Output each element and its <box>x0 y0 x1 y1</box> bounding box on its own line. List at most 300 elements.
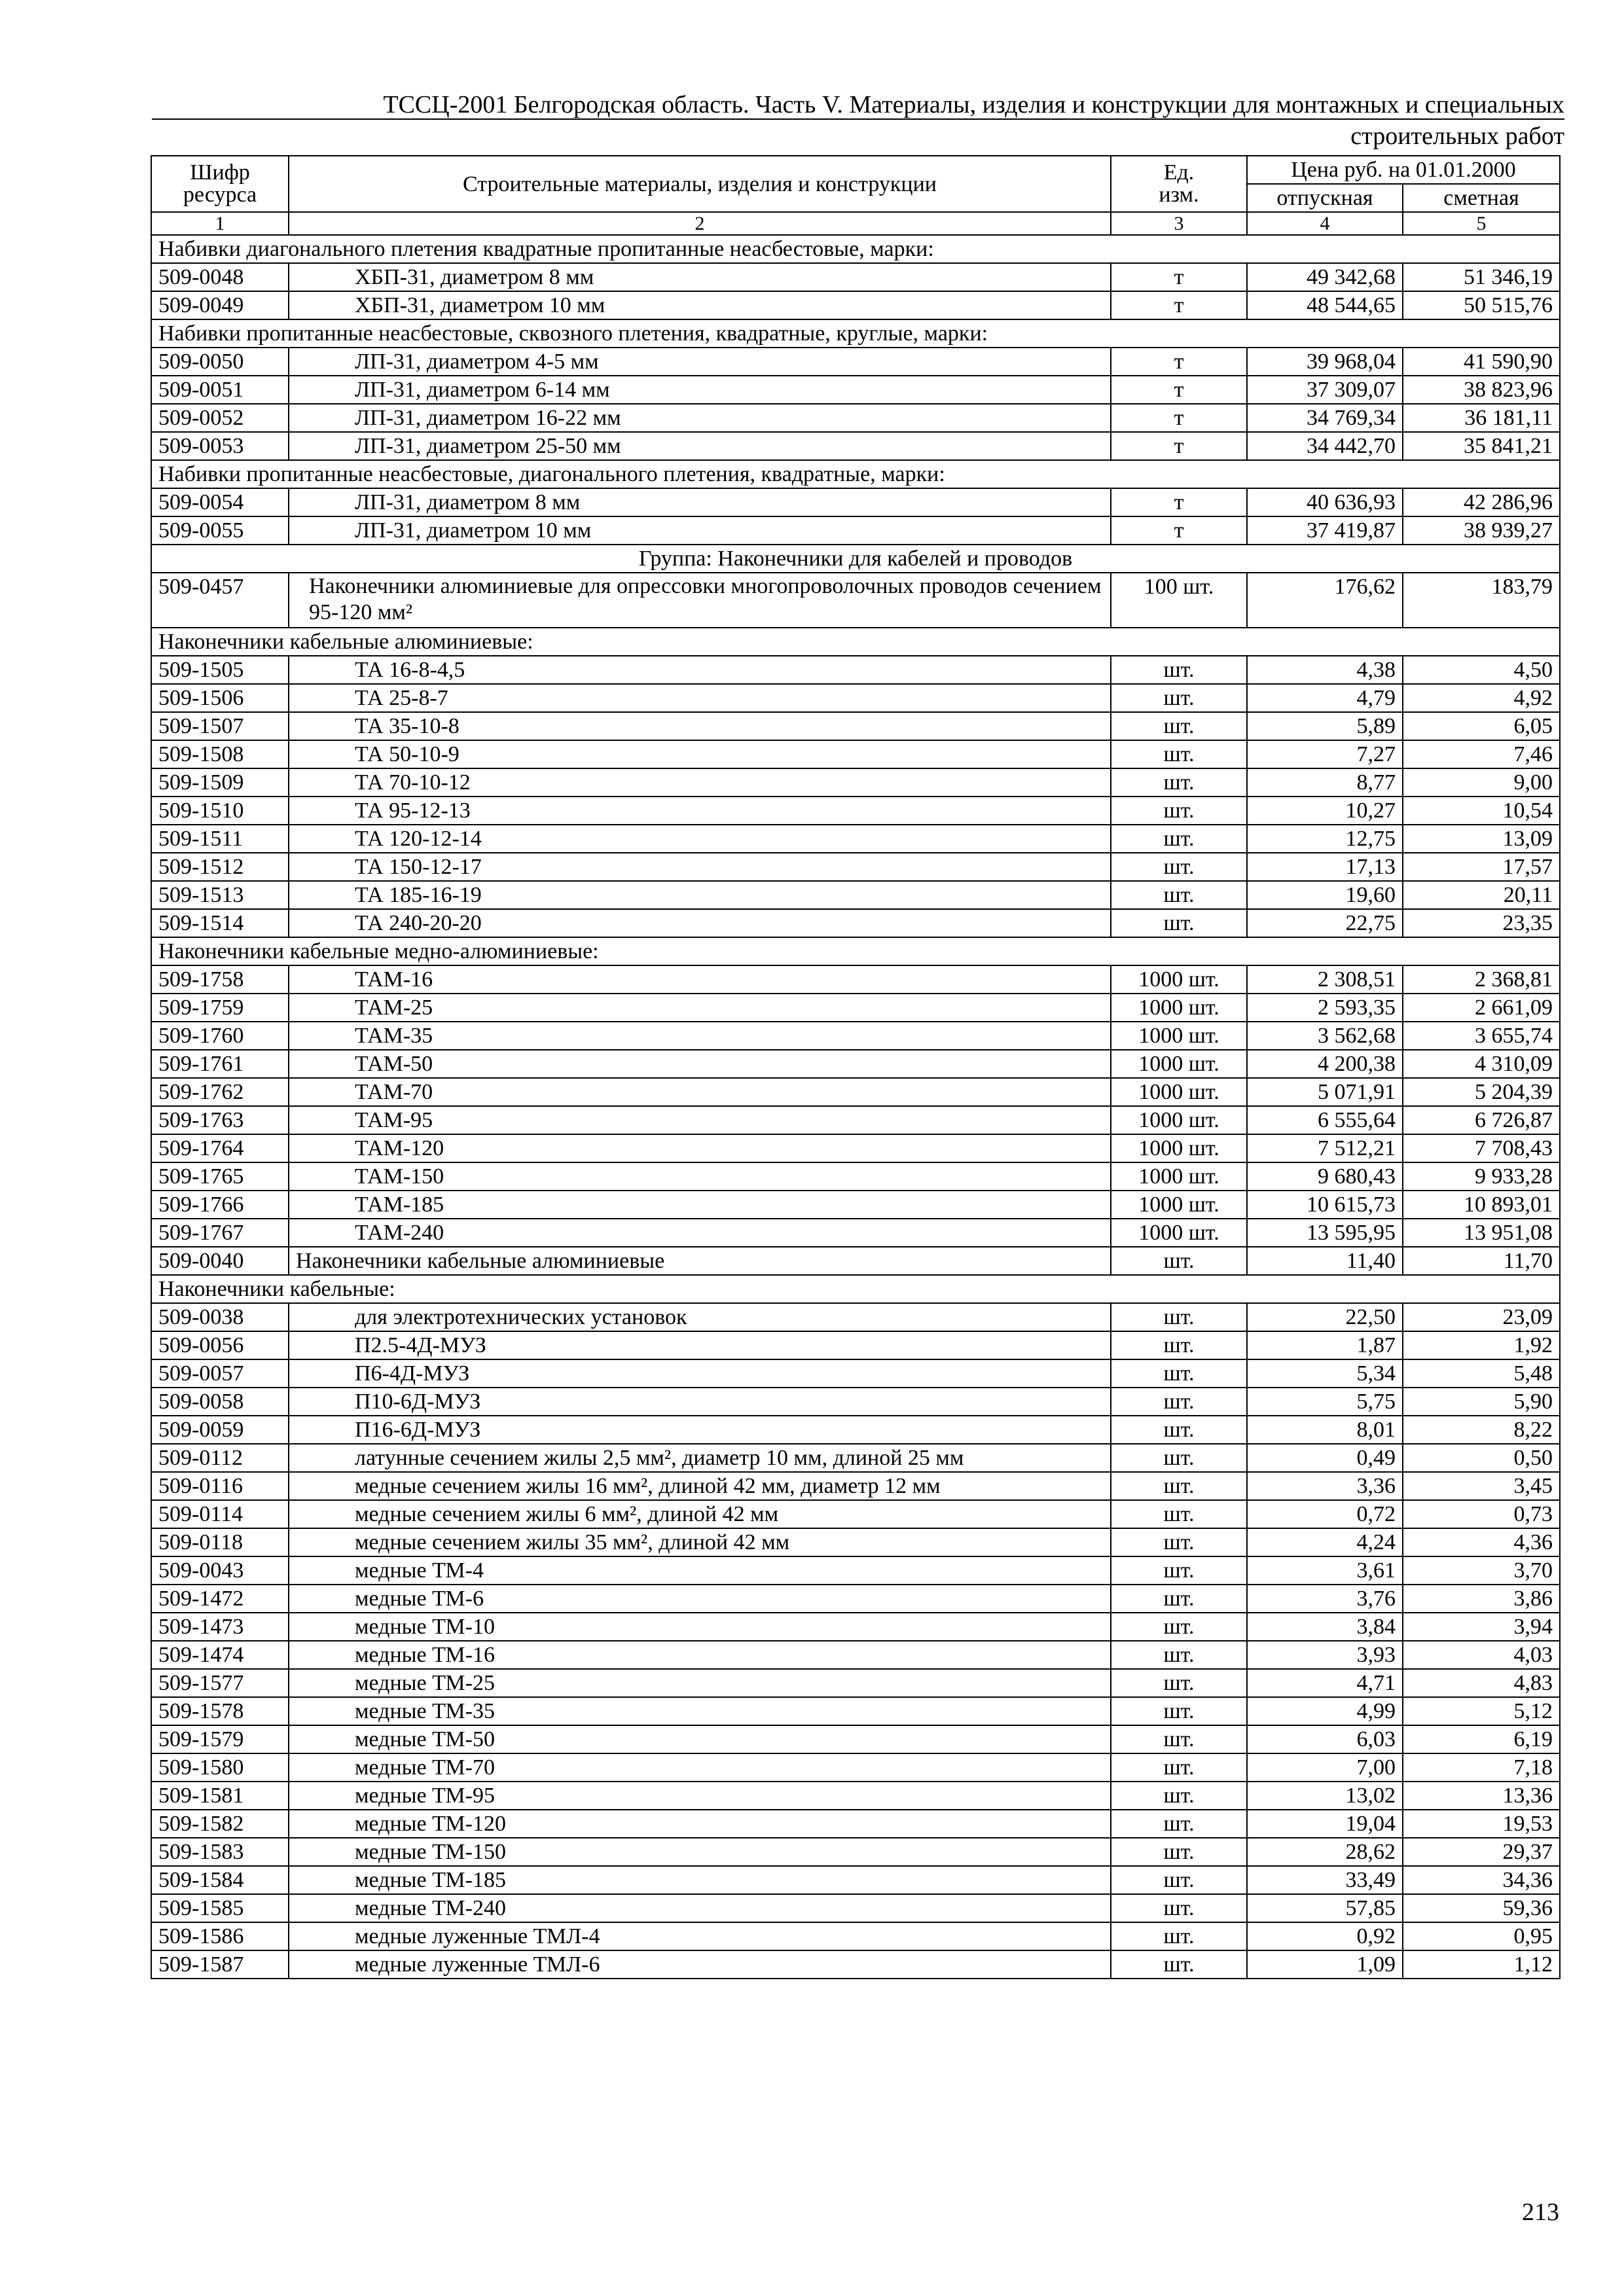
table-row <box>151 516 1560 545</box>
unit-of-measure: т <box>1111 432 1247 460</box>
unit-of-measure: шт. <box>1111 1810 1247 1838</box>
resource-code: 509-1508 <box>151 740 289 768</box>
release-price: 17,13 <box>1247 853 1403 881</box>
resource-code: 509-0118 <box>151 1528 289 1556</box>
table-row <box>151 1050 1560 1078</box>
resource-code: 509-0457 <box>151 573 289 628</box>
release-price: 4,99 <box>1247 1697 1403 1725</box>
unit-of-measure: шт. <box>1111 1669 1247 1697</box>
table-row <box>151 909 1560 937</box>
material-name: латунные сечением жилы 2,5 мм², диаметр 10 мм, длиной 25 мм <box>289 1444 1111 1472</box>
material-name: медные луженные ТМЛ-4 <box>289 1922 1111 1950</box>
table-row <box>151 1782 1560 1810</box>
resource-code: 509-1763 <box>151 1106 289 1134</box>
release-price: 6 555,64 <box>1247 1106 1403 1134</box>
unit-of-measure: 1000 шт. <box>1111 1078 1247 1106</box>
table-row <box>151 684 1560 712</box>
material-name: медные ТМ-10 <box>289 1613 1111 1641</box>
unit-of-measure: шт. <box>1111 1528 1247 1556</box>
material-name: ХБП-31, диаметром 10 мм <box>289 291 1111 319</box>
resource-code: 509-1473 <box>151 1613 289 1641</box>
table-row <box>151 1134 1560 1162</box>
material-name: ТАМ-50 <box>289 1050 1111 1078</box>
release-price: 2 308,51 <box>1247 965 1403 994</box>
material-name: ХБП-31, диаметром 8 мм <box>289 263 1111 291</box>
material-name: П16-6Д-МУЗ <box>289 1416 1111 1444</box>
estimate-price: 13 951,08 <box>1403 1219 1560 1247</box>
material-name: ЛП-31, диаметром 16-22 мм <box>289 404 1111 432</box>
table-row <box>151 768 1560 797</box>
unit-of-measure: т <box>1111 516 1247 545</box>
resource-code: 509-1760 <box>151 1022 289 1050</box>
resource-code: 509-1580 <box>151 1753 289 1782</box>
col-number: 3 <box>1111 212 1247 235</box>
material-name: ЛП-31, диаметром 4-5 мм <box>289 348 1111 376</box>
unit-of-measure: шт. <box>1111 740 1247 768</box>
subsection-heading-row <box>151 235 1560 263</box>
table-row <box>151 1219 1560 1247</box>
header-line-1: ТССЦ-2001 Белгородская область. Часть V. Материалы, изделия и конструкции для монтажных и специальных <box>383 91 1564 118</box>
resource-code: 509-0053 <box>151 432 289 460</box>
release-price: 9 680,43 <box>1247 1162 1403 1191</box>
unit-of-measure: т <box>1111 348 1247 376</box>
col-release-price-header: отпускная <box>1247 184 1403 212</box>
resource-code: 509-1510 <box>151 797 289 825</box>
table-body <box>151 235 1560 1979</box>
unit-of-measure: шт. <box>1111 1585 1247 1613</box>
unit-of-measure: 1000 шт. <box>1111 965 1247 994</box>
table-row <box>151 1753 1560 1782</box>
table-row <box>151 1444 1560 1472</box>
table-row <box>151 376 1560 404</box>
unit-of-measure: шт. <box>1111 1697 1247 1725</box>
release-price: 19,04 <box>1247 1810 1403 1838</box>
resource-code: 509-1762 <box>151 1078 289 1106</box>
table-row <box>151 1528 1560 1556</box>
unit-of-measure: шт. <box>1111 1359 1247 1388</box>
resource-code: 509-1586 <box>151 1922 289 1950</box>
release-price: 4,38 <box>1247 656 1403 684</box>
table-row <box>151 740 1560 768</box>
resource-code: 509-0112 <box>151 1444 289 1472</box>
estimate-price: 41 590,90 <box>1403 348 1560 376</box>
table-row <box>151 291 1560 319</box>
col-number: 5 <box>1403 212 1560 235</box>
release-price: 7 512,21 <box>1247 1134 1403 1162</box>
release-price: 4,71 <box>1247 1669 1403 1697</box>
estimate-price: 0,73 <box>1403 1500 1560 1528</box>
table-row <box>151 1106 1560 1134</box>
estimate-price: 38 939,27 <box>1403 516 1560 545</box>
table-row <box>151 797 1560 825</box>
col-name-header: Строительные материалы, изделия и конструкции <box>289 156 1111 212</box>
resource-code: 509-1581 <box>151 1782 289 1810</box>
release-price: 10 615,73 <box>1247 1191 1403 1219</box>
material-name: ТА 70-10-12 <box>289 768 1111 797</box>
estimate-price: 10 893,01 <box>1403 1191 1560 1219</box>
estimate-price: 19,53 <box>1403 1810 1560 1838</box>
material-name: медные ТМ-95 <box>289 1782 1111 1810</box>
unit-of-measure: шт. <box>1111 1838 1247 1866</box>
release-price: 5,34 <box>1247 1359 1403 1388</box>
estimate-price: 35 841,21 <box>1403 432 1560 460</box>
estimate-price: 59,36 <box>1403 1894 1560 1922</box>
estimate-price: 6,19 <box>1403 1725 1560 1753</box>
release-price: 5,89 <box>1247 712 1403 740</box>
subsection-heading-row <box>151 628 1560 656</box>
unit-of-measure: шт. <box>1111 853 1247 881</box>
release-price: 48 544,65 <box>1247 291 1403 319</box>
unit-of-measure: шт. <box>1111 797 1247 825</box>
resource-code: 509-1767 <box>151 1219 289 1247</box>
estimate-price: 6,05 <box>1403 712 1560 740</box>
unit-of-measure: 1000 шт. <box>1111 1022 1247 1050</box>
table-row <box>151 573 1560 628</box>
estimate-price: 8,22 <box>1403 1416 1560 1444</box>
material-name: П6-4Д-МУЗ <box>289 1359 1111 1388</box>
release-price: 3,36 <box>1247 1472 1403 1500</box>
table-row <box>151 263 1560 291</box>
resource-code: 509-1579 <box>151 1725 289 1753</box>
unit-of-measure: шт. <box>1111 1416 1247 1444</box>
release-price: 34 442,70 <box>1247 432 1403 460</box>
release-price: 3 562,68 <box>1247 1022 1403 1050</box>
release-price: 8,77 <box>1247 768 1403 797</box>
price-table <box>151 155 1561 1979</box>
material-name: ТА 25-8-7 <box>289 684 1111 712</box>
release-price: 3,61 <box>1247 1556 1403 1585</box>
table-row <box>151 965 1560 994</box>
resource-code: 509-0055 <box>151 516 289 545</box>
unit-of-measure: т <box>1111 291 1247 319</box>
estimate-price: 17,57 <box>1403 853 1560 881</box>
unit-of-measure: т <box>1111 376 1247 404</box>
material-name: Наконечники алюминиевые для опрессовки многопроволочных проводов сечением 95-120 мм² <box>289 573 1111 628</box>
table-row <box>151 1838 1560 1866</box>
unit-of-measure: шт. <box>1111 684 1247 712</box>
estimate-price: 36 181,11 <box>1403 404 1560 432</box>
table-row <box>151 1247 1560 1275</box>
col-code-header: Шифр ресурса <box>151 156 289 212</box>
resource-code: 509-1513 <box>151 881 289 909</box>
unit-of-measure: шт. <box>1111 1444 1247 1472</box>
resource-code: 509-1584 <box>151 1866 289 1894</box>
unit-of-measure: шт. <box>1111 1725 1247 1753</box>
release-price: 1,87 <box>1247 1331 1403 1359</box>
material-name: ТАМ-16 <box>289 965 1111 994</box>
release-price: 22,75 <box>1247 909 1403 937</box>
table-row <box>151 1162 1560 1191</box>
estimate-price: 183,79 <box>1403 573 1560 628</box>
release-price: 37 419,87 <box>1247 516 1403 545</box>
estimate-price: 7,18 <box>1403 1753 1560 1782</box>
table-row <box>151 1697 1560 1725</box>
col-estimate-price-header: сметная <box>1403 184 1560 212</box>
release-price: 49 342,68 <box>1247 263 1403 291</box>
table-row <box>151 1725 1560 1753</box>
estimate-price: 4,03 <box>1403 1641 1560 1669</box>
unit-of-measure: шт. <box>1111 881 1247 909</box>
resource-code: 509-1514 <box>151 909 289 937</box>
estimate-price: 0,50 <box>1403 1444 1560 1472</box>
resource-code: 509-1587 <box>151 1950 289 1979</box>
release-price: 176,62 <box>1247 573 1403 628</box>
unit-of-measure: шт. <box>1111 1782 1247 1810</box>
resource-code: 509-1512 <box>151 853 289 881</box>
material-name: ТАМ-240 <box>289 1219 1111 1247</box>
subsection-heading-row <box>151 319 1560 348</box>
table-row <box>151 1894 1560 1922</box>
unit-of-measure: шт. <box>1111 1613 1247 1641</box>
subsection-heading: Набивки пропитанные неасбестовые, диагонального плетения, квадратные, марки: <box>151 460 1560 488</box>
unit-of-measure: шт. <box>1111 1753 1247 1782</box>
unit-of-measure: шт. <box>1111 1950 1247 1979</box>
table-row <box>151 1669 1560 1697</box>
unit-of-measure: 100 шт. <box>1111 573 1247 628</box>
table-row <box>151 1078 1560 1106</box>
release-price: 11,40 <box>1247 1247 1403 1275</box>
estimate-price: 1,92 <box>1403 1331 1560 1359</box>
material-name: медные ТМ-35 <box>289 1697 1111 1725</box>
estimate-price: 4,83 <box>1403 1669 1560 1697</box>
unit-of-measure: т <box>1111 488 1247 516</box>
estimate-price: 38 823,96 <box>1403 376 1560 404</box>
material-name: ТА 150-12-17 <box>289 853 1111 881</box>
estimate-price: 3,86 <box>1403 1585 1560 1613</box>
table-row <box>151 1388 1560 1416</box>
table-row <box>151 1810 1560 1838</box>
resource-code: 509-0058 <box>151 1388 289 1416</box>
resource-code: 509-0049 <box>151 291 289 319</box>
material-name: ТАМ-150 <box>289 1162 1111 1191</box>
material-name: медные луженные ТМЛ-6 <box>289 1950 1111 1979</box>
material-name: медные сечением жилы 16 мм², длиной 42 мм, диаметр 12 мм <box>289 1472 1111 1500</box>
material-name: медные ТМ-70 <box>289 1753 1111 1782</box>
material-name: ТАМ-25 <box>289 994 1111 1022</box>
estimate-price: 4 310,09 <box>1403 1050 1560 1078</box>
material-name: медные ТМ-240 <box>289 1894 1111 1922</box>
estimate-price: 0,95 <box>1403 1922 1560 1950</box>
col-number: 4 <box>1247 212 1403 235</box>
material-name: медные ТМ-4 <box>289 1556 1111 1585</box>
estimate-price: 7,46 <box>1403 740 1560 768</box>
estimate-price: 3,70 <box>1403 1556 1560 1585</box>
resource-code: 509-0054 <box>151 488 289 516</box>
estimate-price: 9 933,28 <box>1403 1162 1560 1191</box>
unit-of-measure: 1000 шт. <box>1111 1106 1247 1134</box>
unit-of-measure: т <box>1111 263 1247 291</box>
release-price: 5 071,91 <box>1247 1078 1403 1106</box>
unit-of-measure: 1000 шт. <box>1111 994 1247 1022</box>
resource-code: 509-1505 <box>151 656 289 684</box>
material-name: ТА 95-12-13 <box>289 797 1111 825</box>
material-name: ТА 50-10-9 <box>289 740 1111 768</box>
subsection-heading-row <box>151 460 1560 488</box>
subsection-heading: Наконечники кабельные медно-алюминиевые: <box>151 937 1560 965</box>
resource-code: 509-1764 <box>151 1134 289 1162</box>
resource-code: 509-1583 <box>151 1838 289 1866</box>
estimate-price: 13,09 <box>1403 825 1560 853</box>
release-price: 33,49 <box>1247 1866 1403 1894</box>
material-name: медные ТМ-6 <box>289 1585 1111 1613</box>
subsection-heading: Набивки диагонального плетения квадратные пропитанные неасбестовые, марки: <box>151 235 1560 263</box>
release-price: 8,01 <box>1247 1416 1403 1444</box>
resource-code: 509-0038 <box>151 1303 289 1331</box>
release-price: 12,75 <box>1247 825 1403 853</box>
estimate-price: 5,90 <box>1403 1388 1560 1416</box>
resource-code: 509-1758 <box>151 965 289 994</box>
table-row <box>151 1950 1560 1979</box>
material-name: медные ТМ-50 <box>289 1725 1111 1753</box>
unit-of-measure: шт. <box>1111 1388 1247 1416</box>
table-head <box>151 156 1560 235</box>
resource-code: 509-1509 <box>151 768 289 797</box>
resource-code: 509-1761 <box>151 1050 289 1078</box>
material-name: ТАМ-35 <box>289 1022 1111 1050</box>
material-name: медные ТМ-150 <box>289 1838 1111 1866</box>
table-row <box>151 1191 1560 1219</box>
estimate-price: 4,36 <box>1403 1528 1560 1556</box>
subsection-heading-row <box>151 1275 1560 1303</box>
subsection-heading: Набивки пропитанные неасбестовые, сквозного плетения, квадратные, круглые, марки: <box>151 319 1560 348</box>
resource-code: 509-0048 <box>151 263 289 291</box>
estimate-price: 3,45 <box>1403 1472 1560 1500</box>
release-price: 3,84 <box>1247 1613 1403 1641</box>
group-heading-row <box>151 545 1560 573</box>
material-name: медные ТМ-16 <box>289 1641 1111 1669</box>
material-name: медные ТМ-185 <box>289 1866 1111 1894</box>
header-rule <box>152 118 1564 120</box>
release-price: 40 636,93 <box>1247 488 1403 516</box>
estimate-price: 23,09 <box>1403 1303 1560 1331</box>
material-name: ТАМ-185 <box>289 1191 1111 1219</box>
unit-of-measure: шт. <box>1111 825 1247 853</box>
estimate-price: 23,35 <box>1403 909 1560 937</box>
table-row <box>151 712 1560 740</box>
table-row <box>151 1866 1560 1894</box>
unit-of-measure: шт. <box>1111 1556 1247 1585</box>
table-row <box>151 1359 1560 1388</box>
estimate-price: 50 515,76 <box>1403 291 1560 319</box>
material-name: ТАМ-70 <box>289 1078 1111 1106</box>
release-price: 3,93 <box>1247 1641 1403 1669</box>
table-row <box>151 1416 1560 1444</box>
release-price: 7,00 <box>1247 1753 1403 1782</box>
material-name: ТАМ-95 <box>289 1106 1111 1134</box>
table-row <box>151 1022 1560 1050</box>
release-price: 13,02 <box>1247 1782 1403 1810</box>
release-price: 22,50 <box>1247 1303 1403 1331</box>
resource-code: 509-0116 <box>151 1472 289 1500</box>
estimate-price: 5,48 <box>1403 1359 1560 1388</box>
unit-of-measure: 1000 шт. <box>1111 1134 1247 1162</box>
unit-of-measure: 1000 шт. <box>1111 1050 1247 1078</box>
estimate-price: 51 346,19 <box>1403 263 1560 291</box>
estimate-price: 34,36 <box>1403 1866 1560 1894</box>
resource-code: 509-1766 <box>151 1191 289 1219</box>
estimate-price: 7 708,43 <box>1403 1134 1560 1162</box>
resource-code: 509-0059 <box>151 1416 289 1444</box>
release-price: 4,79 <box>1247 684 1403 712</box>
resource-code: 509-1507 <box>151 712 289 740</box>
release-price: 7,27 <box>1247 740 1403 768</box>
col-price-group-header: Цена руб. на 01.01.2000 <box>1247 156 1560 184</box>
table-row <box>151 348 1560 376</box>
unit-of-measure: шт. <box>1111 1641 1247 1669</box>
unit-of-measure: 1000 шт. <box>1111 1191 1247 1219</box>
material-name: ТА 35-10-8 <box>289 712 1111 740</box>
release-price: 10,27 <box>1247 797 1403 825</box>
material-name: П10-6Д-МУЗ <box>289 1388 1111 1416</box>
estimate-price: 29,37 <box>1403 1838 1560 1866</box>
estimate-price: 5 204,39 <box>1403 1078 1560 1106</box>
resource-code: 509-0052 <box>151 404 289 432</box>
resource-code: 509-1585 <box>151 1894 289 1922</box>
release-price: 2 593,35 <box>1247 994 1403 1022</box>
material-name: ТА 185-16-19 <box>289 881 1111 909</box>
estimate-price: 2 661,09 <box>1403 994 1560 1022</box>
subsection-heading: Наконечники кабельные алюминиевые: <box>151 628 1560 656</box>
resource-code: 509-1759 <box>151 994 289 1022</box>
resource-code: 509-1765 <box>151 1162 289 1191</box>
col-number: 2 <box>289 212 1111 235</box>
table-row <box>151 825 1560 853</box>
material-name: ТАМ-120 <box>289 1134 1111 1162</box>
release-price: 34 769,34 <box>1247 404 1403 432</box>
resource-code: 509-0050 <box>151 348 289 376</box>
table-row <box>151 1331 1560 1359</box>
table-row <box>151 432 1560 460</box>
release-price: 13 595,95 <box>1247 1219 1403 1247</box>
release-price: 28,62 <box>1247 1838 1403 1866</box>
release-price: 39 968,04 <box>1247 348 1403 376</box>
release-price: 3,76 <box>1247 1585 1403 1613</box>
estimate-price: 9,00 <box>1403 768 1560 797</box>
material-name: медные ТМ-120 <box>289 1810 1111 1838</box>
table-row <box>151 853 1560 881</box>
resource-code: 509-1578 <box>151 1697 289 1725</box>
release-price: 4 200,38 <box>1247 1050 1403 1078</box>
col-unit-header: Ед. изм. <box>1111 156 1247 212</box>
material-name: ТА 120-12-14 <box>289 825 1111 853</box>
header-line-2: строительных работ <box>1350 122 1564 150</box>
table-row <box>151 1500 1560 1528</box>
unit-of-measure: шт. <box>1111 1500 1247 1528</box>
unit-of-measure: шт. <box>1111 656 1247 684</box>
release-price: 4,24 <box>1247 1528 1403 1556</box>
table-row <box>151 1585 1560 1613</box>
estimate-price: 42 286,96 <box>1403 488 1560 516</box>
material-name: ЛП-31, диаметром 25-50 мм <box>289 432 1111 460</box>
resource-code: 509-1582 <box>151 1810 289 1838</box>
release-price: 0,92 <box>1247 1922 1403 1950</box>
table-row <box>151 1922 1560 1950</box>
material-name: медные сечением жилы 6 мм², длиной 42 мм <box>289 1500 1111 1528</box>
resource-code: 509-0057 <box>151 1359 289 1388</box>
material-name: ТА 240-20-20 <box>289 909 1111 937</box>
resource-code: 509-1472 <box>151 1585 289 1613</box>
estimate-price: 10,54 <box>1403 797 1560 825</box>
subsection-heading: Наконечники кабельные: <box>151 1275 1560 1303</box>
resource-code: 509-1474 <box>151 1641 289 1669</box>
resource-code: 509-0114 <box>151 1500 289 1528</box>
estimate-price: 13,36 <box>1403 1782 1560 1810</box>
unit-of-measure: шт. <box>1111 1303 1247 1331</box>
estimate-price: 20,11 <box>1403 881 1560 909</box>
unit-of-measure: шт. <box>1111 909 1247 937</box>
estimate-price: 3 655,74 <box>1403 1022 1560 1050</box>
table-row <box>151 404 1560 432</box>
